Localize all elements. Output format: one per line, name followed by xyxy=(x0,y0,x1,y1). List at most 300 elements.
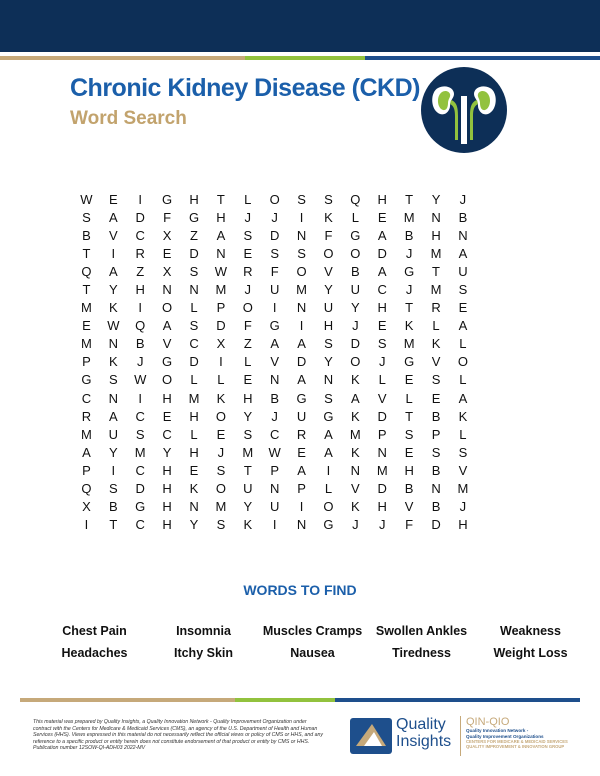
grid-letter: Q xyxy=(81,480,92,496)
grid-letter: D xyxy=(350,336,361,352)
grid-letter: H xyxy=(162,390,172,406)
grid-letter: E xyxy=(297,444,306,460)
grid-letter: C xyxy=(162,426,172,442)
grid-letter: G xyxy=(323,408,334,424)
footer-stripe-blue xyxy=(335,698,580,702)
grid-letter: Z xyxy=(243,336,252,352)
grid-letter: H xyxy=(162,498,172,514)
grid-letter: A xyxy=(109,264,118,280)
grid-letter: E xyxy=(109,192,118,207)
grid-letter: A xyxy=(458,246,468,262)
grid-letter: S xyxy=(109,480,118,496)
logo-divider xyxy=(460,716,461,756)
grid-letter: P xyxy=(82,462,91,478)
grid-letter: I xyxy=(326,462,331,478)
grid-letter: B xyxy=(458,210,468,226)
grid-letter: D xyxy=(135,210,145,226)
grid-letter: N xyxy=(216,246,226,262)
header-stripe-tan xyxy=(0,56,245,60)
quality-insights-logo-mark xyxy=(350,718,392,754)
grid-letter: P xyxy=(297,480,306,496)
grid-letter: I xyxy=(299,498,304,514)
grid-letter: K xyxy=(324,210,333,226)
grid-letter: M xyxy=(403,336,415,352)
grid-letter: N xyxy=(269,480,280,496)
grid-letter: G xyxy=(296,390,307,406)
grid-letter: E xyxy=(458,300,468,316)
grid-letter: K xyxy=(458,408,468,424)
grid-letter: U xyxy=(458,264,468,280)
grid-letter: B xyxy=(135,336,145,352)
grid-letter: Y xyxy=(324,354,333,370)
grid-letter: W xyxy=(134,372,147,388)
grid-letter: N xyxy=(323,372,334,388)
grid-letter: E xyxy=(216,426,226,442)
grid-letter: V xyxy=(458,462,468,478)
grid-letter: M xyxy=(81,336,92,352)
grid-letter: L xyxy=(217,372,225,388)
grid-letter: H xyxy=(189,192,199,207)
grid-letter: S xyxy=(270,246,280,262)
grid-letter: G xyxy=(350,228,361,244)
grid-letter: M xyxy=(188,390,200,406)
grid-letter: I xyxy=(299,318,304,334)
grid-letter: A xyxy=(458,390,468,406)
kidney-icon xyxy=(420,66,508,154)
grid-letter: W xyxy=(80,192,93,207)
grid-letter: L xyxy=(244,192,252,207)
grid-letter: P xyxy=(82,354,91,370)
grid-letter: V xyxy=(324,264,333,280)
grid-letter: H xyxy=(377,498,387,514)
grid-letter: A xyxy=(82,444,91,460)
grid-letter: H xyxy=(135,282,145,298)
grid-letter: K xyxy=(431,336,441,352)
grid-letter: N xyxy=(296,516,307,532)
grid-letter: I xyxy=(138,192,143,207)
grid-letter: H xyxy=(377,300,387,316)
grid-letter: L xyxy=(405,390,413,406)
grid-letter: I xyxy=(272,300,277,316)
grid-letter: M xyxy=(376,462,388,478)
grid-letter: N xyxy=(189,498,199,514)
grid-letter: A xyxy=(297,336,306,352)
grid-letter: K xyxy=(351,498,360,514)
grid-letter: A xyxy=(297,372,306,388)
grid-letter: P xyxy=(431,426,441,442)
grid-letter: J xyxy=(352,516,359,532)
words-to-find-heading: WORDS TO FIND xyxy=(243,582,357,598)
grid-letter: G xyxy=(162,354,173,370)
grid-letter: N xyxy=(431,480,441,496)
grid-letter: B xyxy=(404,480,414,496)
grid-letter: S xyxy=(297,246,306,262)
grid-letter: K xyxy=(351,372,360,388)
grid-letter: U xyxy=(243,480,253,496)
grid-letter: S xyxy=(431,372,441,388)
grid-letter: A xyxy=(377,264,387,280)
grid-letter: O xyxy=(269,192,280,207)
grid-letter: M xyxy=(81,426,92,442)
grid-letter: G xyxy=(162,192,173,207)
grid-letter: T xyxy=(405,192,414,207)
grid-letter: O xyxy=(457,354,468,370)
grid-letter: A xyxy=(109,210,118,226)
grid-letter: T xyxy=(216,192,225,207)
grid-letter: K xyxy=(351,408,360,424)
word-item: Swollen Ankles xyxy=(375,624,468,638)
footer-disclaimer: This material was prepared by Quality Insights, a Quality Innovation Network - Quality Improvement Organization under contract with the Centers for Medicare & Medicaid Services (CMS), an agency of the U.S. Department of Health and Human Services (HHS). Views expressed in this material do not necessarily reflect the official views or policy of CMS or HHS, and any reference to a specific product or entity herein does not constitute endorsement of that product or entity by CMS or HHS. Publication number 12SOW-QI-ADH03 2022-MV xyxy=(33,719,323,752)
grid-letter: N xyxy=(108,336,119,352)
grid-letter: L xyxy=(324,480,333,496)
grid-letter: N xyxy=(377,444,387,460)
grid-letter: I xyxy=(111,462,116,478)
grid-letter: G xyxy=(404,354,415,370)
grid-letter: F xyxy=(163,210,172,226)
grid-letter: B xyxy=(431,462,441,478)
grid-letter: U xyxy=(269,282,280,298)
grid-letter: W xyxy=(268,444,281,460)
grid-letter: R xyxy=(243,264,253,280)
grid-letter: V xyxy=(377,390,387,406)
grid-letter: X xyxy=(162,228,172,244)
grid-letter: D xyxy=(189,354,199,370)
qin-line: CENTERS FOR MEDICARE & MEDICAID SERVICES xyxy=(466,739,568,745)
grid-letter: Y xyxy=(351,300,360,316)
grid-letter: S xyxy=(189,318,199,334)
word-search-grid xyxy=(73,191,476,534)
grid-letter: J xyxy=(378,516,386,532)
grid-letter: S xyxy=(109,372,118,388)
grid-letter: A xyxy=(109,408,118,424)
grid-letter: D xyxy=(377,246,387,262)
grid-letter: V xyxy=(109,228,118,244)
grid-letter: J xyxy=(405,282,413,298)
grid-letter: A xyxy=(162,318,172,334)
grid-letter: L xyxy=(459,336,467,352)
grid-letter: X xyxy=(82,498,91,514)
grid-letter: M xyxy=(430,282,442,298)
grid-letter: X xyxy=(162,264,172,280)
grid-letter: O xyxy=(215,408,226,424)
grid-letter: Y xyxy=(243,408,253,424)
grid-letter: C xyxy=(189,336,199,352)
grid-letter: S xyxy=(458,282,468,298)
grid-letter: L xyxy=(378,372,386,388)
grid-letter: R xyxy=(431,300,441,316)
grid-letter: U xyxy=(350,282,361,298)
grid-letter: M xyxy=(134,444,146,460)
grid-letter: Y xyxy=(189,516,199,532)
grid-letter: Y xyxy=(324,282,333,298)
grid-letter: S xyxy=(82,210,91,226)
grid-letter: B xyxy=(270,390,280,406)
grid-letter: A xyxy=(216,228,226,244)
grid-letter: F xyxy=(405,516,414,532)
grid-letter: P xyxy=(216,300,226,316)
grid-letter: E xyxy=(162,408,172,424)
grid-letter: M xyxy=(242,444,254,460)
grid-letter: J xyxy=(459,498,467,514)
grid-letter: Y xyxy=(109,444,118,460)
page-subtitle: Word Search xyxy=(70,108,187,129)
grid-letter: V xyxy=(270,354,280,370)
grid-letter: U xyxy=(269,498,280,514)
grid-letter: S xyxy=(297,192,306,207)
grid-letter: D xyxy=(216,318,226,334)
grid-letter: P xyxy=(377,426,387,442)
qin-line: QUALITY IMPROVEMENT & INNOVATION GROUP xyxy=(466,744,565,750)
grid-letter: O xyxy=(242,300,253,316)
grid-letter: C xyxy=(135,462,145,478)
header-stripe-blue xyxy=(365,56,600,60)
grid-letter: M xyxy=(403,210,415,226)
grid-letter: T xyxy=(432,264,440,280)
grid-letter: J xyxy=(271,210,278,226)
grid-letter: E xyxy=(162,246,172,262)
grid-letter: A xyxy=(297,462,306,478)
grid-letter: T xyxy=(243,462,252,478)
grid-letter: S xyxy=(404,426,414,442)
grid-letter: S xyxy=(431,444,441,460)
qin-line: Quality Innovation Network - xyxy=(466,728,529,733)
grid-letter: U xyxy=(296,408,307,424)
grid-letter: H xyxy=(458,516,468,532)
grid-letter: C xyxy=(377,282,387,298)
grid-letter: N xyxy=(296,300,307,316)
grid-letter: N xyxy=(296,228,307,244)
grid-letter: M xyxy=(349,426,361,442)
word-item: Itchy Skin xyxy=(173,646,234,660)
word-item: Tiredness xyxy=(392,646,451,660)
word-item: Headaches xyxy=(61,646,128,660)
word-item: Chest Pain xyxy=(62,624,127,638)
grid-letter: Q xyxy=(350,192,361,207)
grid-letter: M xyxy=(457,480,469,496)
grid-letter: O xyxy=(296,264,307,280)
grid-letter: Z xyxy=(136,264,145,280)
grid-letter: V xyxy=(162,336,172,352)
grid-letter: S xyxy=(324,390,333,406)
grid-letter: K xyxy=(216,390,226,406)
footer-stripe-green xyxy=(235,698,335,702)
grid-letter: N xyxy=(350,462,361,478)
grid-letter: P xyxy=(270,462,280,478)
grid-letter: R xyxy=(135,246,145,262)
word-item: Weight Loss xyxy=(493,646,568,660)
grid-letter: J xyxy=(217,444,225,460)
grid-letter: V xyxy=(431,354,441,370)
grid-letter: L xyxy=(351,210,359,226)
grid-letter: Y xyxy=(162,444,172,460)
grid-letter: T xyxy=(405,408,414,424)
grid-letter: E xyxy=(243,372,253,388)
grid-letter: D xyxy=(377,408,387,424)
grid-letter: S xyxy=(243,228,253,244)
grid-letter: N xyxy=(189,282,199,298)
grid-letter: E xyxy=(189,462,199,478)
grid-letter: S xyxy=(324,192,333,207)
grid-letter: J xyxy=(378,354,386,370)
grid-letter: L xyxy=(190,372,198,388)
grid-letter: N xyxy=(162,282,172,298)
grid-letter: I xyxy=(219,354,223,370)
grid-letter: L xyxy=(190,426,198,442)
grid-letter: S xyxy=(377,336,387,352)
grid-letter: E xyxy=(404,372,414,388)
grid-letter: A xyxy=(377,228,387,244)
grid-letter: H xyxy=(189,444,199,460)
grid-letter: G xyxy=(404,264,415,280)
grid-letter: J xyxy=(271,408,278,424)
grid-letter: B xyxy=(431,498,441,514)
grid-letter: M xyxy=(430,246,442,262)
grid-letter: K xyxy=(404,318,414,334)
grid-letter: Y xyxy=(431,192,441,207)
grid-letter: U xyxy=(323,300,334,316)
grid-letter: N xyxy=(269,372,280,388)
grid-letter: H xyxy=(189,408,199,424)
grid-letter: C xyxy=(135,516,145,532)
grid-letter: I xyxy=(299,210,304,226)
grid-letter: M xyxy=(215,282,227,298)
grid-letter: W xyxy=(214,264,228,280)
grid-letter: F xyxy=(324,228,333,244)
word-item: Muscles Cramps xyxy=(262,624,363,638)
grid-letter: E xyxy=(377,210,387,226)
grid-letter: A xyxy=(324,426,333,442)
grid-letter: I xyxy=(84,516,89,532)
grid-letter: L xyxy=(244,354,252,370)
grid-letter: S xyxy=(216,462,226,478)
footer-stripe-tan xyxy=(20,698,235,702)
top-banner xyxy=(0,0,600,52)
grid-letter: E xyxy=(82,318,91,334)
grid-letter: I xyxy=(138,300,143,316)
grid-letter: S xyxy=(324,336,333,352)
grid-letter: F xyxy=(243,318,252,334)
grid-letter: L xyxy=(459,426,467,442)
grid-letter: U xyxy=(108,426,119,442)
grid-letter: M xyxy=(296,282,307,298)
grid-letter: B xyxy=(351,264,360,280)
grid-letter: R xyxy=(81,408,92,424)
grid-letter: H xyxy=(243,390,253,406)
grid-letter: J xyxy=(459,192,467,207)
grid-letter: C xyxy=(269,426,280,442)
grid-letter: I xyxy=(272,516,277,532)
grid-letter: M xyxy=(81,300,92,316)
grid-letter: K xyxy=(351,444,360,460)
grid-letter: S xyxy=(216,516,226,532)
grid-letter: D xyxy=(377,480,387,496)
grid-letter: O xyxy=(215,480,226,496)
grid-letter: Z xyxy=(190,228,198,244)
grid-letter: H xyxy=(216,210,226,226)
grid-letter: S xyxy=(458,444,468,460)
grid-letter: D xyxy=(296,354,307,370)
grid-letter: C xyxy=(81,390,92,406)
grid-letter: H xyxy=(377,192,387,207)
grid-letter: O xyxy=(162,372,173,388)
grid-letter: E xyxy=(404,444,414,460)
grid-letter: H xyxy=(323,318,334,334)
grid-letter: I xyxy=(138,390,143,406)
grid-letter: Q xyxy=(81,264,92,280)
grid-letter: K xyxy=(109,354,118,370)
grid-letter: S xyxy=(135,426,145,442)
grid-letter: K xyxy=(109,300,118,316)
grid-letter: X xyxy=(216,336,226,352)
grid-letter: B xyxy=(82,228,91,244)
grid-letter: D xyxy=(431,516,441,532)
grid-letter: O xyxy=(323,246,334,262)
grid-letter: T xyxy=(109,516,118,532)
grid-letter: J xyxy=(352,318,359,334)
grid-letter: L xyxy=(190,300,198,316)
grid-letter: T xyxy=(82,246,91,262)
grid-letter: O xyxy=(323,498,334,514)
word-list xyxy=(40,623,585,661)
grid-letter: H xyxy=(404,462,414,478)
grid-letter: A xyxy=(270,336,280,352)
grid-letter: K xyxy=(189,480,199,496)
grid-letter: E xyxy=(431,390,441,406)
grid-letter: B xyxy=(431,408,441,424)
grid-letter: J xyxy=(244,282,252,298)
grid-letter: G xyxy=(188,210,200,226)
grid-letter: A xyxy=(324,444,333,460)
grid-letter: J xyxy=(136,354,144,370)
grid-letter: W xyxy=(107,318,120,334)
grid-letter: E xyxy=(243,246,253,262)
grid-letter: G xyxy=(81,372,92,388)
qin-line: Quality Improvement Organizations xyxy=(466,733,544,739)
qin-qio-block xyxy=(466,716,576,750)
grid-letter: J xyxy=(244,210,252,226)
grid-letter: N xyxy=(458,228,468,244)
page-title: Chronic Kidney Disease (CKD) xyxy=(70,74,420,102)
grid-letter: C xyxy=(135,408,145,424)
word-item: Nausea xyxy=(290,646,335,660)
grid-letter: S xyxy=(243,426,253,442)
grid-letter: H xyxy=(162,480,172,496)
grid-letter: E xyxy=(377,318,387,334)
grid-letter: Y xyxy=(243,498,253,514)
grid-letter: V xyxy=(404,498,414,514)
header-stripe-green xyxy=(245,56,365,60)
grid-letter: A xyxy=(458,318,468,334)
qin-qio-title: QIN-QIO xyxy=(466,716,510,728)
grid-letter: G xyxy=(269,318,280,334)
grid-letter: F xyxy=(270,264,279,280)
grid-letter: D xyxy=(269,228,280,244)
grid-letter: O xyxy=(350,246,361,262)
grid-letter: S xyxy=(189,264,199,280)
grid-letter: G xyxy=(135,498,146,514)
grid-letter: I xyxy=(111,246,116,262)
grid-letter: H xyxy=(162,516,172,532)
grid-letter: H xyxy=(431,228,441,244)
grid-letter: N xyxy=(431,210,441,226)
grid-letter: M xyxy=(215,498,227,514)
grid-letter: K xyxy=(243,516,253,532)
grid-letter: B xyxy=(404,228,414,244)
grid-letter: L xyxy=(432,318,440,334)
grid-letter: H xyxy=(162,462,172,478)
grid-letter: Q xyxy=(135,318,146,334)
grid-letter: D xyxy=(135,480,145,496)
